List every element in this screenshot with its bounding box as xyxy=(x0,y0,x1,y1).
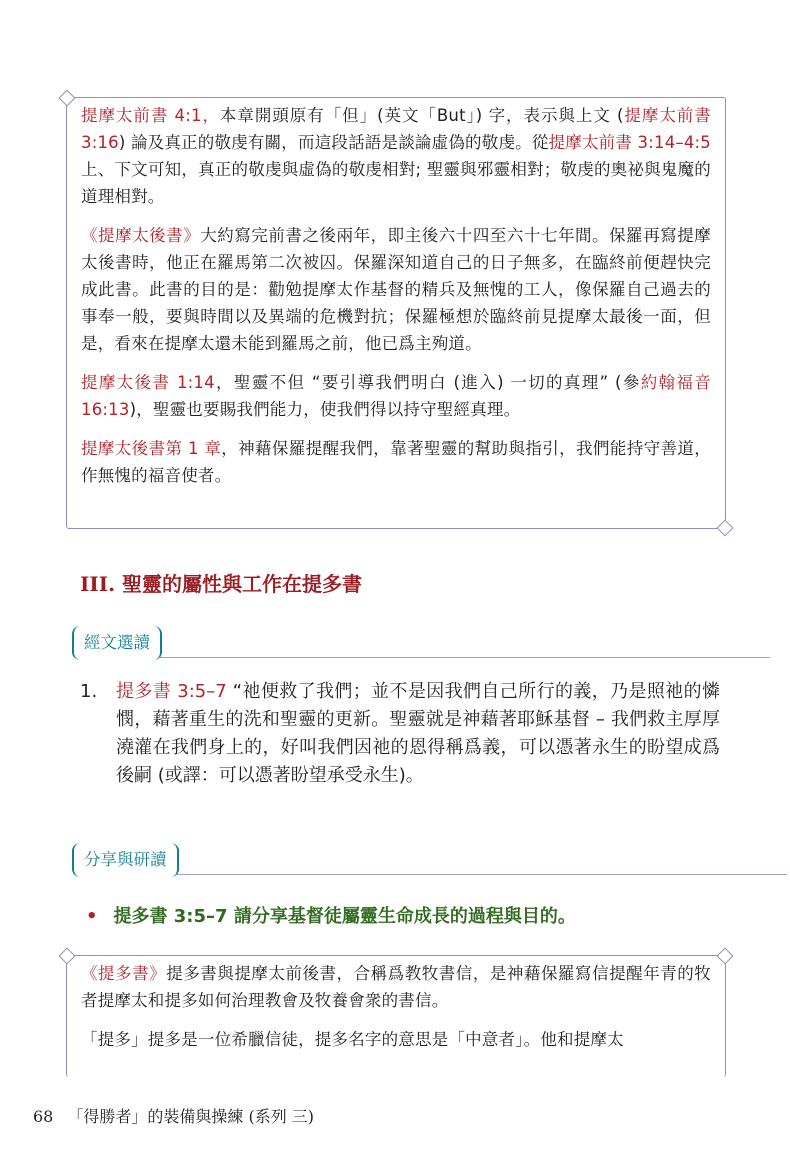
commentary-paragraph-6: 「提多」提多是一位希臘信徒，提多名字的意思是「中意者」。他和提摩太 xyxy=(81,1030,624,1049)
commentary-paragraph-5: 《提多書》提多書與提摩太前後書，合稱爲教牧書信，是神藉保羅寫信提醒年青的牧者提摩太和提多如何治理教會及牧養會衆的書信。 xyxy=(81,964,712,1010)
book-title-ref: 《提多書》 xyxy=(81,964,167,983)
commentary-paragraph-2: 《提摩太後書》大約寫完前書之後兩年，即主後六十四至六十七年間。保羅再寫提摩太後書時，他正在羅馬第二次被囚。保羅深知道自己的日子無多，在臨終前便趕快完成此書。此書的目的是：勸勉提摩太作基督的精兵及無愧的工人，像保羅自己過去的事奉一般，要與時間以及異端的危機對抗；保羅極想於臨終前見提摩太最後一面，但是，看來在提摩太還未能到羅馬之前，他已爲主殉道。 xyxy=(81,226,712,353)
scripture-ref: 約翰福音 16:13 xyxy=(81,373,711,419)
commentary-paragraph-4: 提摩太後書第 1 章，神藉保羅提醒我們，靠著聖靈的幫助與指引，我們能持守善道，作無愧的福音使者。 xyxy=(81,439,711,485)
commentary-box xyxy=(66,97,726,529)
scripture-ref: 提摩太後書第 1 章 xyxy=(81,439,222,458)
discussion-question xyxy=(86,902,576,928)
commentary-box-2 xyxy=(66,955,726,1077)
scripture-ref: 提摩太後書 1:14 xyxy=(81,373,215,392)
sharing-tag: 分享與研讀 xyxy=(72,843,179,877)
scripture-ref: 提摩太前書 3:16 xyxy=(81,106,711,152)
section-heading: III. 聖靈的屬性與工作在提多書 xyxy=(80,572,362,596)
verse-text: “祂便救了我們；並不是因我們自己所行的義，乃是照祂的憐憫，藉著重生的洗和聖靈的更新。聖靈就是神藉著耶穌基督 – 我們救主厚厚澆灌在我們身上的，好叫我們因祂的恩得稱爲義，可以憑著永生的盼望成爲後嗣 (或譯：可以憑著盼望承受永生)。 xyxy=(116,681,720,786)
scripture-ref: 提摩太前書 3:14–4:5 xyxy=(548,133,711,152)
page-footer xyxy=(33,1104,314,1127)
commentary-paragraph-1: 提摩太前書 4:1，本章開頭原有「但」(英文「But」) 字，表示與上文 (提摩太前書 3:16) 論及真正的敬虔有關，而這段話語是談論虛偽的敬虔。從提摩太前書 3:14–4:5 上、下文可知，真正的敬虔與虛偽的敬虔相對; 聖靈與邪靈相對；敬虔的奧祕與鬼魔的道理相對。 xyxy=(81,106,711,206)
question-text: 提多書 3:5–7 請分享基督徒屬靈生命成長的過程與目的。 xyxy=(113,906,576,927)
scripture-ref: 提摩太前書 4:1， xyxy=(81,106,220,125)
verse-body xyxy=(116,678,720,790)
reading-tag: 經文選讀 xyxy=(72,626,162,660)
scripture-ref: 提多書 3:5–7 xyxy=(116,681,227,702)
bullet-dot: • xyxy=(86,906,98,927)
book-title: 「得勝者」的裝備與操練 (系列 三) xyxy=(67,1107,315,1126)
verse-number: 1. xyxy=(80,681,98,702)
verse-item xyxy=(80,678,720,790)
page-number: 68 xyxy=(33,1107,54,1126)
commentary-paragraph-3: 提摩太後書 1:14，聖靈不但 “要引導我們明白 (進入) 一切的真理” (參約翰福音 16:13)，聖靈也要賜我們能力，使我們得以持守聖經真理。 xyxy=(81,373,711,419)
book-title-ref: 《提摩太後書》 xyxy=(81,226,201,245)
